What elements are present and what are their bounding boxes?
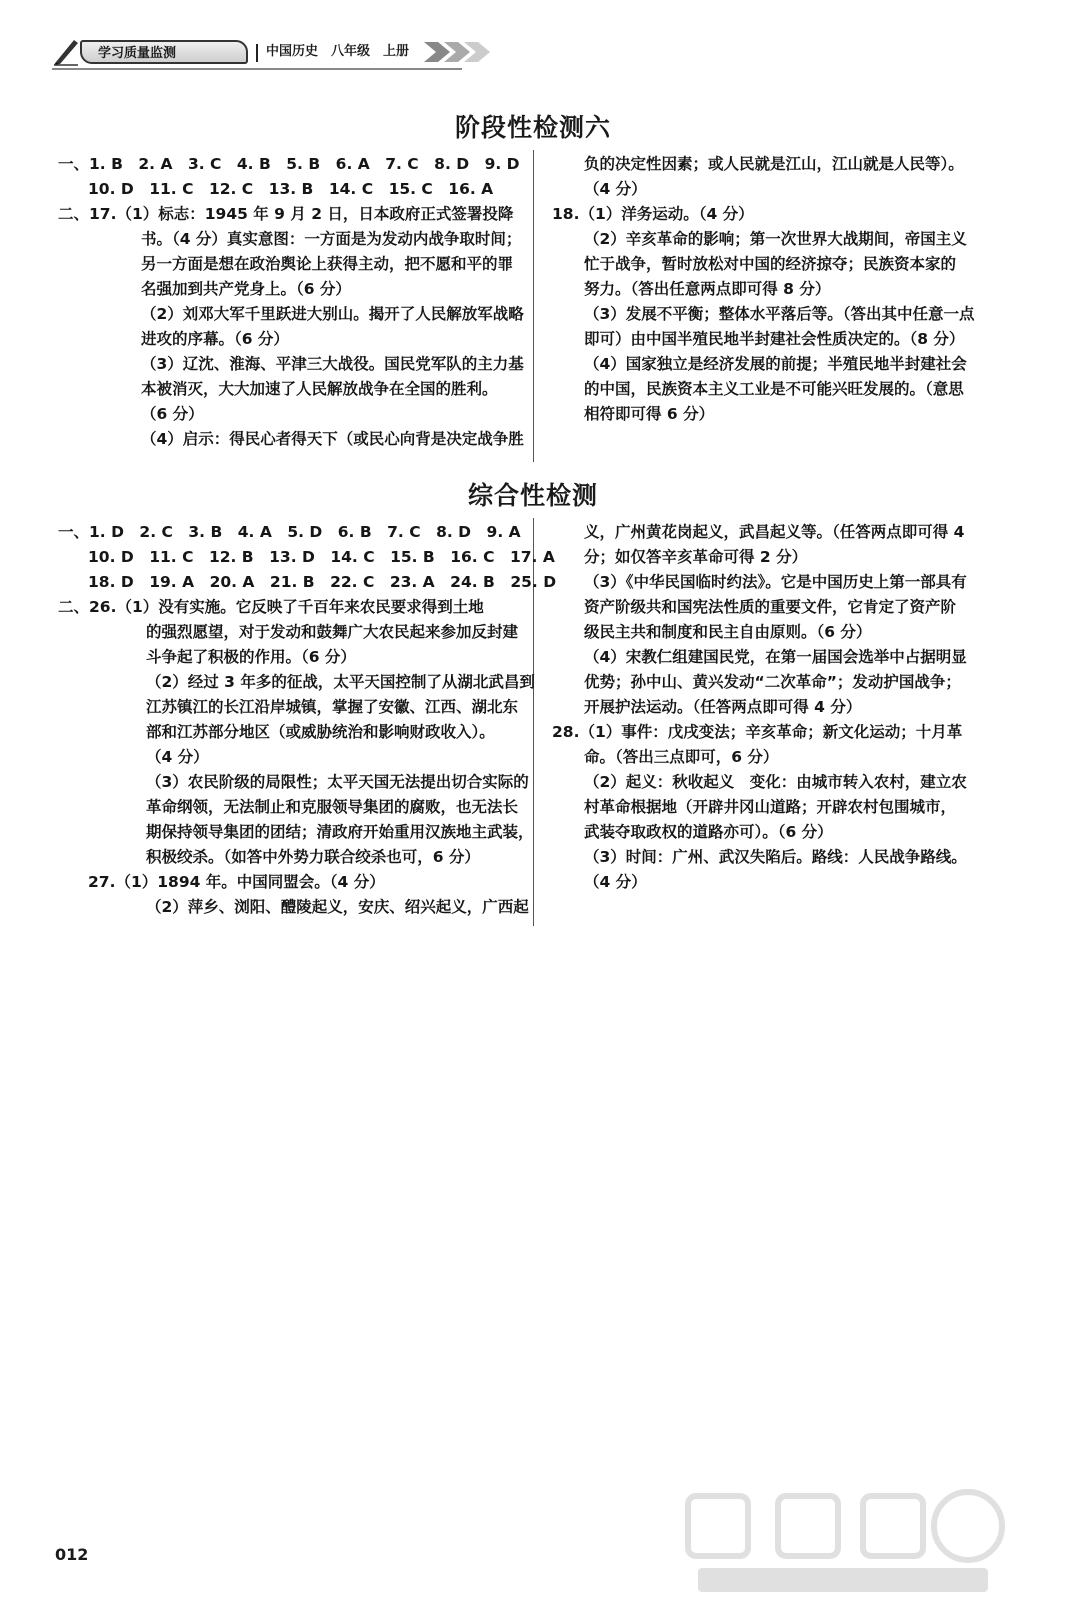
answer-line: 10. D 11. C 12. C 13. B 14. C 15. C 16. A (88, 180, 494, 198)
header-separator (256, 44, 258, 62)
header-rule (52, 68, 462, 70)
answer-line: 18.（1）洋务运动。（4 分） (552, 205, 754, 223)
answer-line: 优势；孙中山、黄兴发动“二次革命”；发动护国战争； (584, 673, 961, 691)
answer-line: （3）农民阶级的局限性；太平天国无法提出切合实际的 (146, 773, 529, 791)
watermark-logo (668, 1488, 1018, 1598)
answer-line: 江苏镇江的长江沿岸城镇，掌握了安徽、江西、湖北东 (146, 698, 519, 716)
answer-line: 资产阶级共和国宪法性质的重要文件，它肯定了资产阶 (584, 598, 957, 616)
answer-line: （3）辽沈、淮海、平津三大战役。国民党军队的主力基 (141, 355, 524, 373)
page-number: 012 (55, 1545, 89, 1564)
answer-line: 武装夺取政权的道路亦可）。（6 分） (584, 823, 833, 841)
subject-label: 中国历史 八年级 上册 (266, 44, 410, 59)
answer-line: 村革命根据地（开辟井冈山道路；开辟农村包围城市， (584, 798, 957, 816)
answer-line: 斗争起了积极的作用。（6 分） (146, 648, 356, 666)
answer-line: （3）时间：广州、武汉失陷后。路线：人民战争路线。 (584, 848, 967, 866)
answer-line: 开展护法运动。（任答两点即可得 4 分） (584, 698, 862, 716)
answer-line: 期保持领导集团的团结；清政府开始重用汉族地主武装， (146, 823, 534, 841)
answer-line: 18. D 19. A 20. A 21. B 22. C 23. A 24. B 25. D (88, 573, 557, 591)
answer-line: 名强加到共产党身上。（6 分） (141, 280, 351, 298)
answer-line: 10. D 11. C 12. B 13. D 14. C 15. B 16. C 17. A (88, 548, 555, 566)
series-label: 学习质量监测 (80, 40, 248, 64)
answer-line: 部和江苏部分地区（或威胁统治和影响财政收入）。 (146, 723, 495, 741)
answer-line: 28.（1）事件：戊戌变法；辛亥革命；新文化运动；十月革 (552, 723, 963, 741)
answer-line: 忙于战争，暂时放松对中国的经济掠夺；民族资本家的 (584, 255, 957, 273)
answer-line: （4）启示：得民心者得天下（或民心向背是决定战争胜 (141, 430, 524, 448)
answer-line: 的强烈愿望，对于发动和鼓舞广大农民起来参加反封建 (146, 623, 519, 641)
answer-line: 一、1. D 2. C 3. B 4. A 5. D 6. B 7. C 8. D 9. A (58, 523, 521, 541)
answer-line: 的中国，民族资本主义工业是不可能兴旺发展的。（意思 (584, 380, 964, 398)
answer-line: （2）刘邓大军千里跃进大别山。揭开了人民解放军战略 (141, 305, 524, 323)
answer-line: 27.（1）1894 年。中国同盟会。（4 分） (88, 873, 385, 891)
answer-line: 二、26.（1）没有实施。它反映了千百年来农民要求得到土地 (58, 598, 484, 616)
answer-line: 积极绞杀。（如答中外势力联合绞杀也可，6 分） (146, 848, 480, 866)
answer-line: （2）萍乡、浏阳、醴陵起义，安庆、绍兴起义，广西起 (146, 898, 529, 916)
answer-line: 义，广州黄花岗起义，武昌起义等。（任答两点即可得 4 (584, 523, 965, 541)
answer-line: 努力。（答出任意两点即可得 8 分） (584, 280, 831, 298)
answer-line: （2）起义：秋收起义 变化：由城市转入农村，建立农 (584, 773, 967, 791)
answer-line: 书。（4 分）真实意图：一方面是为发动内战争取时间； (141, 230, 522, 248)
pen-icon (52, 36, 80, 66)
section-title: 阶段性检测六 (454, 113, 611, 142)
answer-line: （4 分） (584, 873, 647, 891)
chevron-decoration-icon (422, 38, 494, 66)
section-title: 综合性检测 (467, 481, 598, 510)
answer-line: （2）辛亥革命的影响；第一次世界大战期间，帝国主义 (584, 230, 967, 248)
answer-line: 进攻的序幕。（6 分） (141, 330, 289, 348)
answer-line: 分；如仅答辛亥革命可得 2 分） (584, 548, 808, 566)
answer-line: （4）国家独立是经济发展的前提；半殖民地半封建社会 (584, 355, 967, 373)
answer-line: 负的决定性因素；或人民就是江山，江山就是人民等）。 (584, 155, 964, 173)
answer-line: 命。（答出三点即可，6 分） (584, 748, 779, 766)
answer-line: 即可）由中国半殖民地半封建社会性质决定的。（8 分） (584, 330, 965, 348)
answer-line: 一、1. B 2. A 3. C 4. B 5. B 6. A 7. C 8. D 9. D (58, 155, 520, 173)
answer-line: （4 分） (146, 748, 209, 766)
answer-line: 另一方面是想在政治舆论上获得主动，把不愿和平的罪 (141, 255, 514, 273)
answer-line: （3）《中华民国临时约法》。它是中国历史上第一部具有 (584, 573, 967, 591)
answer-line: 级民主共和制度和民主自由原则。（6 分） (584, 623, 872, 641)
answer-line: （6 分） (141, 405, 204, 423)
page-header (52, 34, 512, 72)
answer-line: 革命纲领，无法制止和克服领导集团的腐败，也无法长 (146, 798, 519, 816)
answer-line: 本被消灭，大大加速了人民解放战争在全国的胜利。 (141, 380, 498, 398)
answer-line: 相符即可得 6 分） (584, 405, 715, 423)
column-divider (533, 150, 534, 462)
answer-line: 二、17.（1）标志：1945 年 9 月 2 日，日本政府正式签署投降 (58, 205, 514, 223)
answer-line: （4）宋教仁组建国民党，在第一届国会选举中占据明显 (584, 648, 967, 666)
answer-line: （2）经过 3 年多的征战，太平天国控制了从湖北武昌到 (146, 673, 535, 691)
answer-line: （3）发展不平衡；整体水平落后等。（答出其中任意一点 (584, 305, 975, 323)
answer-line: （4 分） (584, 180, 647, 198)
